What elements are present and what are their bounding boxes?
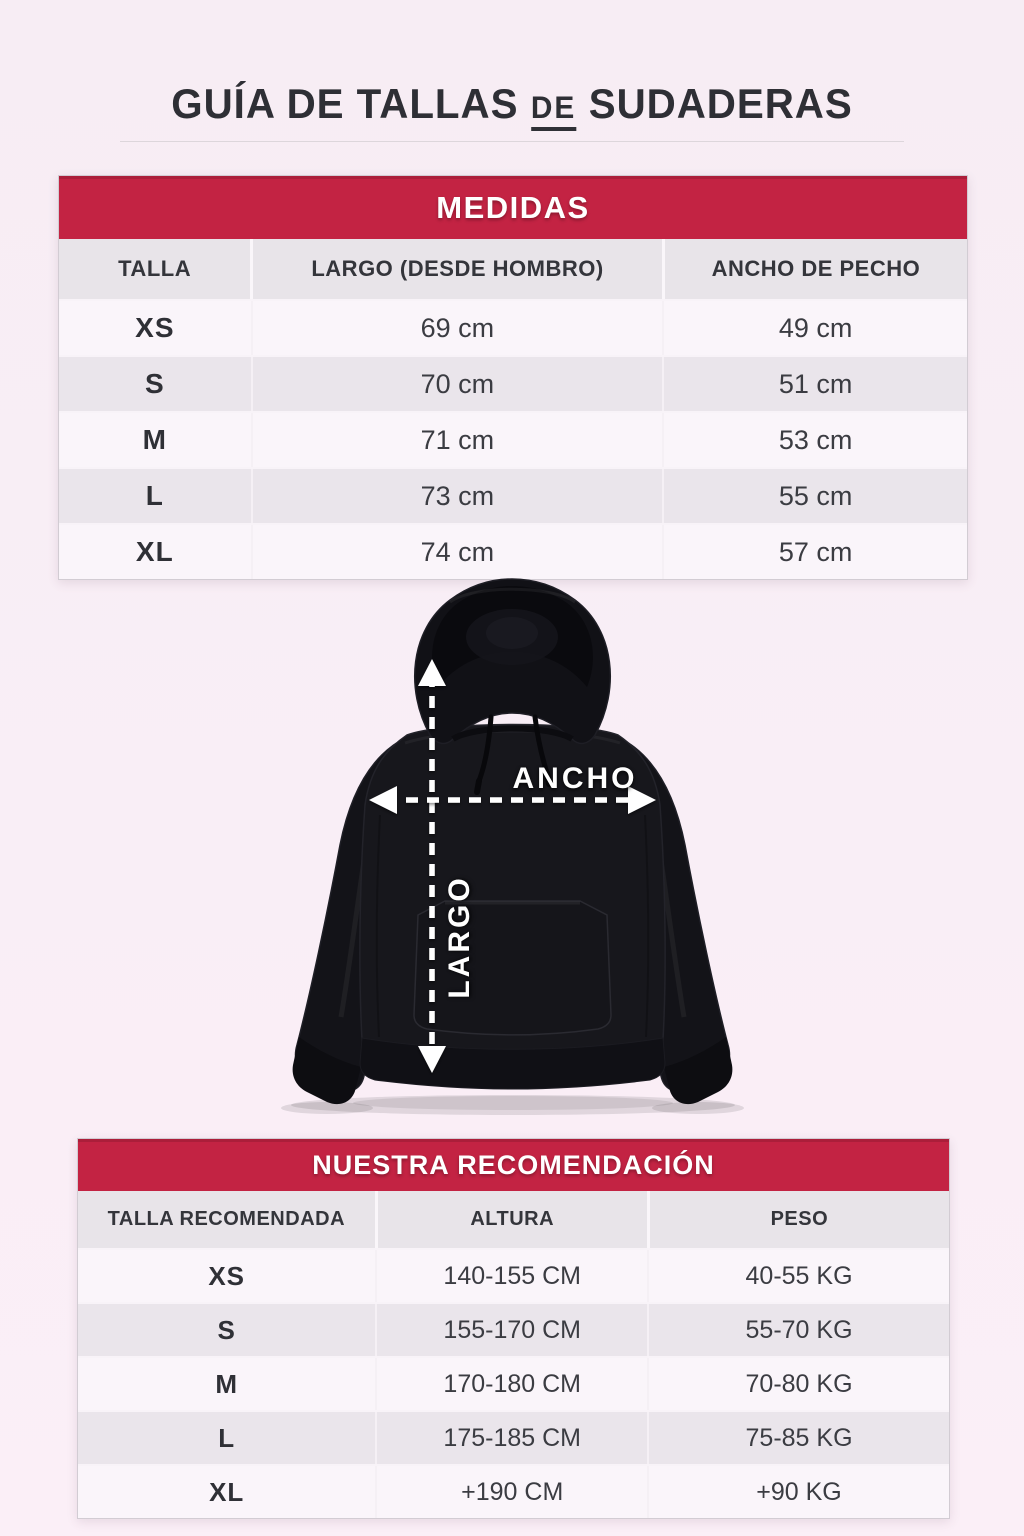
column-header-ancho-pecho: ANCHO DE PECHO [662, 239, 967, 299]
largo-cell: 71 cm [251, 413, 663, 467]
column-header-peso: PESO [647, 1191, 949, 1248]
altura-cell: 155-170 CM [375, 1304, 647, 1356]
altura-cell: 140-155 CM [375, 1250, 647, 1302]
medidas-column-headers [59, 239, 967, 299]
recomendacion-row-s [78, 1302, 949, 1356]
column-header-talla-recomendada: TALLA RECOMENDADA [107, 1208, 346, 1230]
altura-cell: 175-185 CM [375, 1412, 647, 1464]
peso-cell: 40-55 KG [647, 1250, 949, 1302]
recomendacion-row-xl [78, 1464, 949, 1518]
medidas-table [58, 175, 968, 580]
ancho-cell: 49 cm [662, 301, 967, 355]
peso-cell: 75-85 KG [647, 1412, 949, 1464]
talla-cell: S [144, 368, 165, 399]
medidas-row-l [59, 467, 967, 523]
peso-cell: 55-70 KG [647, 1304, 949, 1356]
talla-cell: M [215, 1368, 239, 1399]
talla-cell: M [142, 424, 167, 455]
talla-cell: L [218, 1422, 236, 1453]
medidas-table-header: MEDIDAS [59, 176, 967, 239]
recomendacion-row-xs [78, 1248, 949, 1302]
ancho-cell: 53 cm [662, 413, 967, 467]
title-underlined-de: DE [531, 90, 576, 131]
title-prefix: GUÍA DE TALLAS [171, 80, 519, 127]
hoodie-hood [415, 579, 611, 744]
peso-cell: +90 KG [647, 1466, 949, 1518]
column-header-talla: TALLA [118, 256, 192, 281]
talla-cell: XS [208, 1260, 246, 1291]
talla-cell: XL [135, 536, 174, 567]
page-title [20, 80, 1003, 131]
talla-cell: XS [135, 312, 175, 343]
ancho-cell: 57 cm [662, 525, 967, 579]
ancho-label: ANCHO [512, 762, 638, 795]
title-divider [120, 141, 904, 142]
medidas-row-xs [59, 299, 967, 355]
medidas-row-xl [59, 523, 967, 579]
hoodie-illustration [255, 575, 770, 1120]
recomendacion-table [77, 1138, 950, 1519]
ancho-cell: 51 cm [662, 357, 967, 411]
talla-cell: S [217, 1314, 236, 1345]
hoodie-svg [255, 575, 770, 1120]
largo-cell: 69 cm [251, 301, 663, 355]
recomendacion-table-header: NUESTRA RECOMENDACIÓN [78, 1139, 949, 1191]
recomendacion-row-m [78, 1356, 949, 1410]
column-header-altura: ALTURA [375, 1191, 647, 1248]
largo-cell: 73 cm [251, 469, 663, 523]
recomendacion-row-l [78, 1410, 949, 1464]
largo-cell: 70 cm [251, 357, 663, 411]
medidas-row-s [59, 355, 967, 411]
recomendacion-column-headers [78, 1191, 949, 1248]
largo-label: LARGO [443, 875, 476, 999]
talla-cell: XL [209, 1476, 245, 1507]
peso-cell: 70-80 KG [647, 1358, 949, 1410]
altura-cell: +190 CM [375, 1466, 647, 1518]
talla-cell: L [145, 480, 164, 511]
largo-cell: 74 cm [251, 525, 663, 579]
altura-cell: 170-180 CM [375, 1358, 647, 1410]
title-suffix: SUDADERAS [588, 80, 853, 127]
medidas-row-m [59, 411, 967, 467]
ancho-cell: 55 cm [662, 469, 967, 523]
column-header-largo: LARGO (DESDE HOMBRO) [250, 239, 662, 299]
